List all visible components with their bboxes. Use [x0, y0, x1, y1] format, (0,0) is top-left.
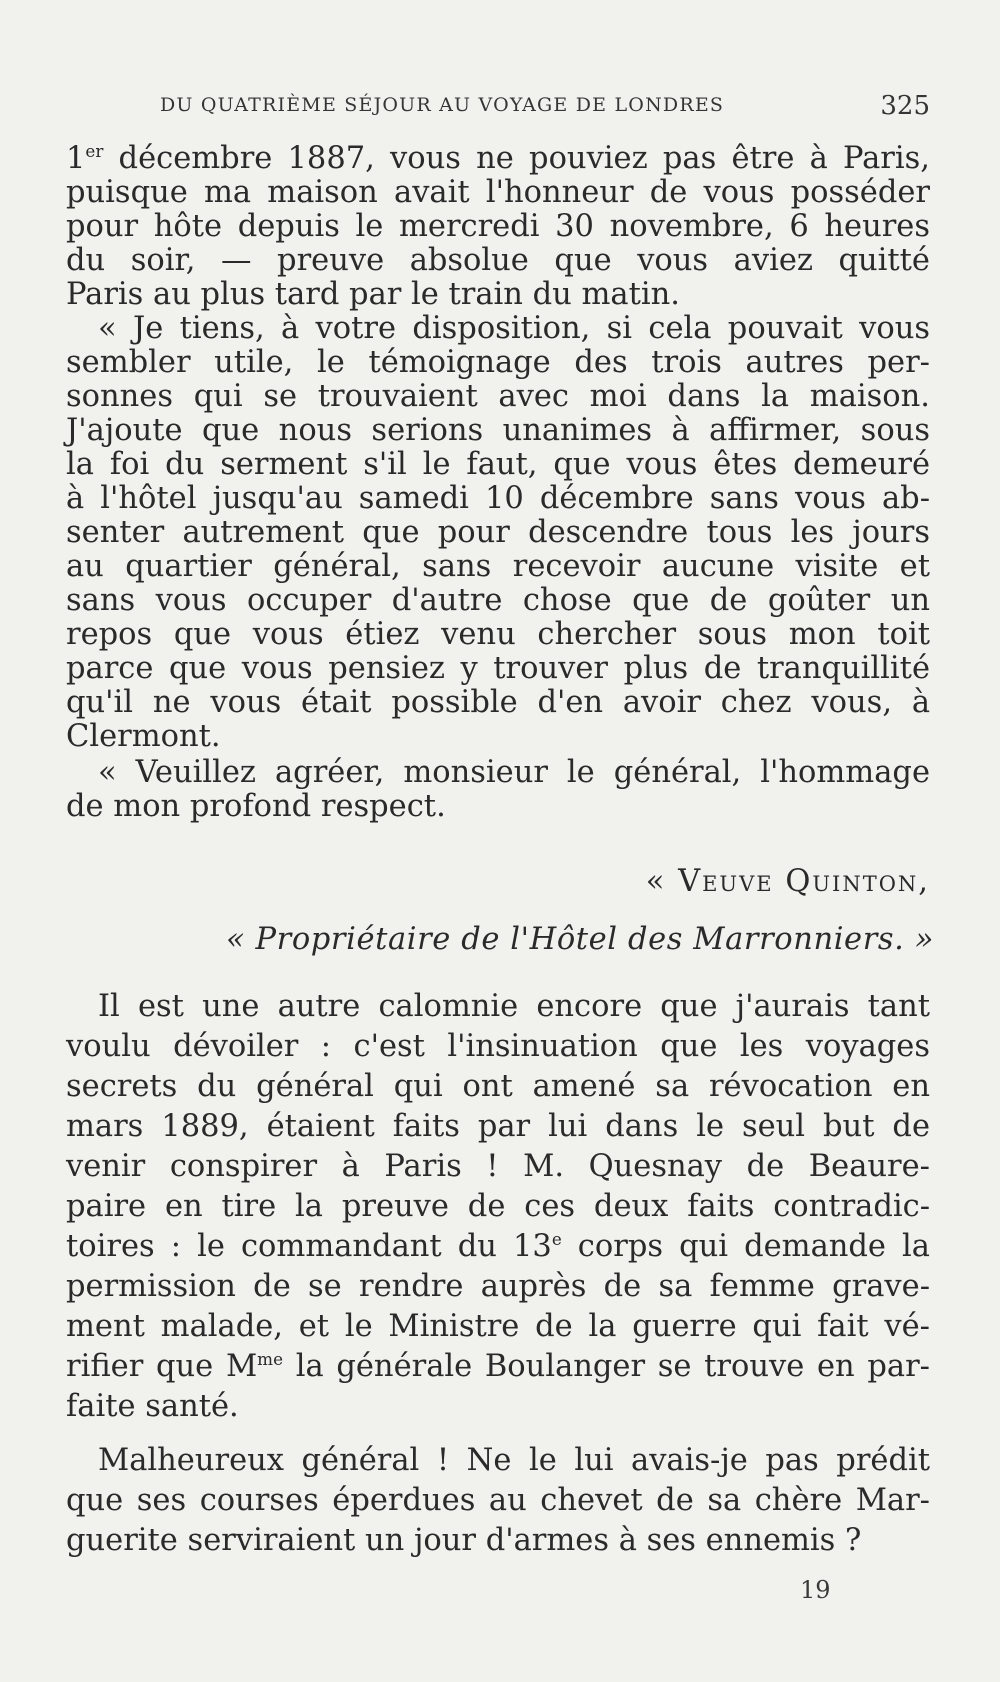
text-line: sans vous occuper d'autre chose que de goûter un — [66, 583, 930, 618]
text-line: sembler utile, le témoignage des trois autres per- — [66, 345, 930, 380]
ordinal-superscript: er — [85, 140, 104, 161]
text-line: faite santé. — [66, 1389, 239, 1424]
text-line: au quartier général, sans recevoir aucune visite et — [66, 549, 930, 584]
signature-name: « Veuve Quinton, — [645, 864, 930, 899]
text-line: qu'il ne vous était possible d'en avoir chez vous, à — [66, 685, 930, 720]
abbreviation-superscript: me — [257, 1348, 283, 1369]
text-line: venir conspirer à Paris ! M. Quesnay de Beaure- — [66, 1149, 930, 1184]
text-line: guerite serviraient un jour d'armes à ses ennemis ? — [66, 1523, 862, 1558]
text-line: du soir, — preuve absolue que vous aviez quitté — [66, 243, 930, 278]
running-title: DU QUATRIÈME SÉJOUR AU VOYAGE DE LONDRES — [160, 94, 725, 116]
text-line: sonnes qui se trouvaient avec moi dans la maison. — [66, 379, 930, 414]
text-line: Clermont. — [66, 719, 221, 754]
ordinal-superscript: e — [551, 1228, 562, 1249]
text-line: J'ajoute que nous serions unanimes à affirmer, sous — [66, 413, 930, 448]
text-line: la foi du serment s'il le faut, que vous êtes demeuré — [66, 447, 930, 482]
text-line-rest: décembre 1887, vous ne pouviez pas être à Paris, — [103, 141, 930, 176]
text-line: secrets du général qui ont amené sa révocation en — [66, 1069, 930, 1104]
page-number: 325 — [880, 91, 930, 121]
text-line: Paris au plus tard par le train du matin. — [66, 277, 680, 312]
text-line: à l'hôtel jusqu'au samedi 10 décembre sans vous ab- — [66, 481, 930, 516]
text-line — [66, 1230, 930, 1264]
text-line: « Je tiens, à votre disposition, si cela pouvait vous — [98, 311, 930, 346]
text-line — [66, 1350, 930, 1384]
printer-signature-mark: 19 — [800, 1576, 831, 1604]
text-line: mars 1889, étaient faits par lui dans le seul but de — [66, 1109, 930, 1144]
text-line: Malheureux général ! Ne le lui avais-je pas prédit — [98, 1443, 930, 1478]
text-line: senter autrement que pour descendre tous les jours — [66, 515, 930, 550]
text-line: de mon profond respect. — [66, 789, 446, 824]
text-segment: corps qui demande la — [561, 1229, 930, 1264]
text-line: voulu dévoiler : c'est l'insinuation que les voyages — [66, 1029, 930, 1064]
text-line: pour hôte depuis le mercredi 30 novembre, 6 heures — [66, 209, 930, 244]
text-line: permission de se rendre auprès de sa femme grave- — [66, 1269, 930, 1304]
text-line: que ses courses éperdues au chevet de sa chère Mar- — [66, 1483, 930, 1518]
text-line — [66, 142, 930, 176]
text-segment: toires : le commandant du 13 — [66, 1229, 552, 1264]
ordinal-number: 1 — [66, 141, 86, 176]
text-line: repos que vous étiez venu chercher sous mon toit — [66, 617, 930, 652]
text-segment: la générale Boulanger se trouve en par- — [283, 1349, 930, 1384]
text-line: Il est une autre calomnie encore que j'aurais tant — [98, 989, 930, 1024]
signature-title: « Propriétaire de l'Hôtel des Marronniers. » — [225, 922, 934, 957]
text-line: « Veuillez agréer, monsieur le général, l'hommage — [98, 755, 930, 790]
text-line: paire en tire la preuve de ces deux faits contradic- — [66, 1189, 930, 1224]
text-segment: rifier que M — [66, 1349, 258, 1384]
text-line: puisque ma maison avait l'honneur de vous posséder — [66, 175, 930, 210]
running-head — [160, 91, 930, 122]
text-line: parce que vous pensiez y trouver plus de tranquillité — [66, 651, 930, 686]
text-line: ment malade, et le Ministre de la guerre qui fait vé- — [66, 1309, 930, 1344]
